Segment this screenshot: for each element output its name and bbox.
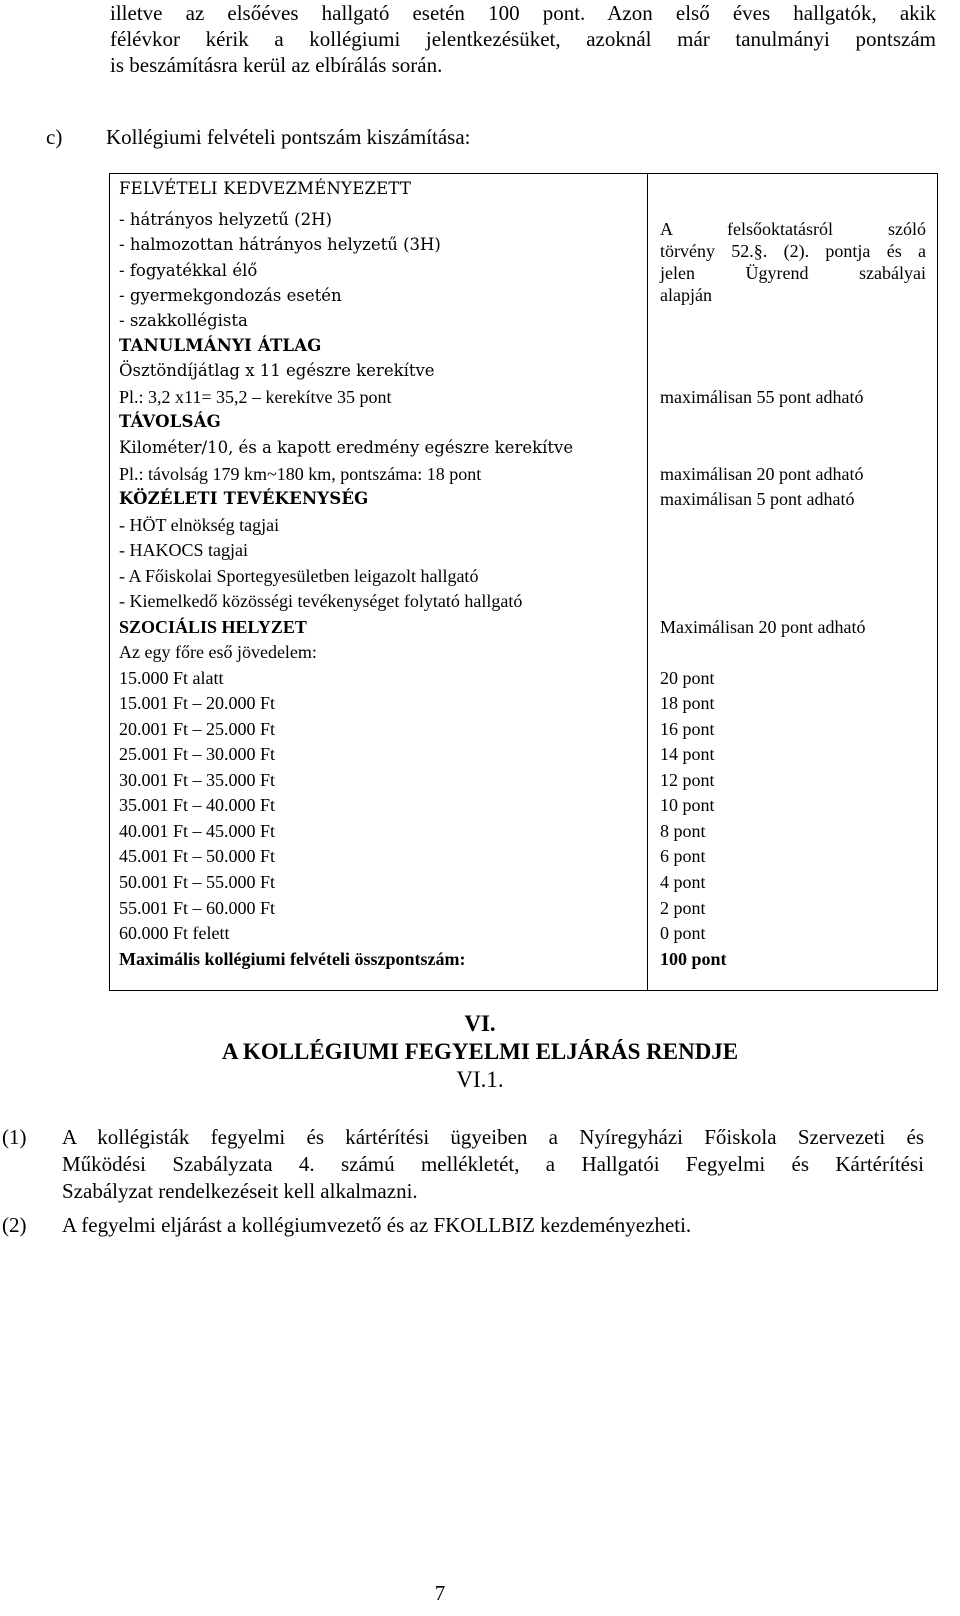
row-points: 6 pont <box>660 846 706 866</box>
row-label: 15.000 Ft alatt <box>119 668 224 688</box>
law-note-line: törvény 52.§. (2). pontja és a <box>660 241 926 261</box>
row-points: 12 pont <box>660 770 715 790</box>
table-row <box>110 792 939 818</box>
table-row <box>110 665 939 691</box>
row-points: 18 pont <box>660 693 715 713</box>
row-points: maximálisan 55 pont adható <box>660 387 864 407</box>
row-label: Az egy főre eső jövedelem: <box>119 642 317 662</box>
table-row <box>110 333 939 359</box>
row-label: TANULMÁNYI ÁTLAG <box>119 336 322 355</box>
total-label: Maximális kollégiumi felvételi összpontszám: <box>119 949 466 969</box>
row-points: 2 pont <box>660 898 706 918</box>
paragraph-text <box>62 1212 924 1239</box>
row-points: 16 pont <box>660 719 715 739</box>
row-label: 25.001 Ft – 30.000 Ft <box>119 744 276 764</box>
row-points: 0 pont <box>660 923 706 943</box>
row-points: 8 pont <box>660 821 706 841</box>
row-points: 10 pont <box>660 795 715 815</box>
row-label: 60.000 Ft felett <box>119 923 230 943</box>
paragraph-line: Működési Szabályzata 4. számú mellékletét, a Hallgatói Fegyelmi és Kártérítési <box>62 1152 924 1176</box>
table-row <box>110 537 939 563</box>
paragraph-text <box>62 1124 924 1205</box>
table-total-row <box>110 946 939 972</box>
law-note-line: jelen Ügyrend szabályai <box>660 263 926 283</box>
paragraph-line: A fegyelmi eljárást a kollégiumvezető és az FKOLLBIZ kezdeményezheti. <box>62 1213 692 1237</box>
table-row <box>110 818 939 844</box>
chapter-title: A KOLLÉGIUMI FEGYELMI ELJÁRÁS RENDJE <box>221 1039 739 1064</box>
row-label: 30.001 Ft – 35.000 Ft <box>119 770 276 790</box>
paragraph-number: (1) <box>2 1125 27 1149</box>
chapter-number: VI. <box>464 1011 496 1036</box>
table-row <box>110 176 939 202</box>
row-points: 14 pont <box>660 744 715 764</box>
row-label: - HAKOCS tagjai <box>119 540 248 560</box>
row-points: 4 pont <box>660 872 706 892</box>
table-row <box>110 895 939 921</box>
intro-line: illetve az elsőéves hallgató esetén 100 pont. Azon első éves hallgatók, akik <box>110 1 936 25</box>
row-label: - halmozottan hátrányos helyzetű (3H) <box>119 235 441 254</box>
law-reference-note <box>660 218 926 306</box>
row-points: maximálisan 20 pont adható <box>660 464 864 484</box>
row-label: - szakkollégista <box>119 311 248 330</box>
row-label: - gyermekgondozás esetén <box>119 286 342 305</box>
row-label: 50.001 Ft – 55.000 Ft <box>119 872 276 892</box>
table-row <box>110 690 939 716</box>
row-points: Maximálisan 20 pont adható <box>660 617 866 637</box>
table-row <box>110 614 939 640</box>
table-row <box>110 767 939 793</box>
row-label: TÁVOLSÁG <box>119 412 221 431</box>
paragraph-line: A kollégisták fegyelmi és kártérítési ügyeiben a Nyíregyházi Főiskola Szervezeti és <box>62 1125 924 1149</box>
row-label: 55.001 Ft – 60.000 Ft <box>119 898 276 918</box>
row-label: 45.001 Ft – 50.000 Ft <box>119 846 276 866</box>
section-c-title: Kollégiumi felvételi pontszám kiszámítása: <box>106 125 471 149</box>
points-table <box>109 173 938 991</box>
row-label: - HÖT elnökség tagjai <box>119 515 280 535</box>
row-label: Kilométer/10, és a kapott eredmény egészre kerekítve <box>119 438 574 457</box>
table-row <box>110 486 939 512</box>
table-row <box>110 461 939 487</box>
table-row <box>110 588 939 614</box>
row-points: maximálisan 5 pont adható <box>660 489 855 509</box>
row-label: - A Főiskolai Sportegyesületben leigazolt hallgató <box>119 566 479 586</box>
row-label: 20.001 Ft – 25.000 Ft <box>119 719 276 739</box>
table-row <box>110 358 939 384</box>
table-row <box>110 741 939 767</box>
total-points: 100 pont <box>660 949 727 969</box>
table-row <box>110 563 939 589</box>
table-row <box>110 920 939 946</box>
intro-line: is beszámításra kerül az elbírálás során. <box>110 53 443 77</box>
row-label: FELVÉTELI KEDVEZMÉNYEZETT <box>119 179 412 198</box>
paragraph-line: Szabályzat rendelkezéseit kell alkalmazni. <box>62 1179 418 1203</box>
row-label: Ösztöndíjátlag x 11 egészre kerekítve <box>119 361 435 380</box>
table-row <box>110 869 939 895</box>
table-row <box>110 639 939 665</box>
table-row <box>110 843 939 869</box>
row-label: Pl.: 3,2 x11= 35,2 – kerekítve 35 pont <box>119 387 392 407</box>
intro-line: félévkor kérik a kollégiumi jelentkezésüket, azoknál már tanulmányi pontszám <box>110 27 936 51</box>
table-row <box>110 384 939 410</box>
row-label: KÖZÉLETI TEVÉKENYSÉG <box>119 489 369 508</box>
row-points: 20 pont <box>660 668 715 688</box>
page-number: 7 <box>434 1581 446 1605</box>
table-row <box>110 409 939 435</box>
row-label: SZOCIÁLIS HELYZET <box>119 617 307 637</box>
row-label: - Kiemelkedő közösségi tevékenységet folytató hallgató <box>119 591 523 611</box>
row-label: 15.001 Ft – 20.000 Ft <box>119 693 276 713</box>
row-label: Pl.: távolság 179 km~180 km, pontszáma: 18 pont <box>119 464 482 484</box>
law-note-line: A felsőoktatásról szóló <box>660 219 926 239</box>
paragraph-number: (2) <box>2 1213 27 1237</box>
chapter-subsection: VI.1. <box>456 1067 504 1092</box>
section-c-label: c) <box>46 125 63 149</box>
table-row <box>110 308 939 334</box>
table-row <box>110 435 939 461</box>
row-label: 40.001 Ft – 45.000 Ft <box>119 821 276 841</box>
row-label: - hátrányos helyzetű (2H) <box>119 210 332 229</box>
row-label: 35.001 Ft – 40.000 Ft <box>119 795 276 815</box>
table-row <box>110 512 939 538</box>
law-note-line: alapján <box>660 285 712 305</box>
row-label: - fogyatékkal élő <box>119 261 258 280</box>
table-row <box>110 716 939 742</box>
